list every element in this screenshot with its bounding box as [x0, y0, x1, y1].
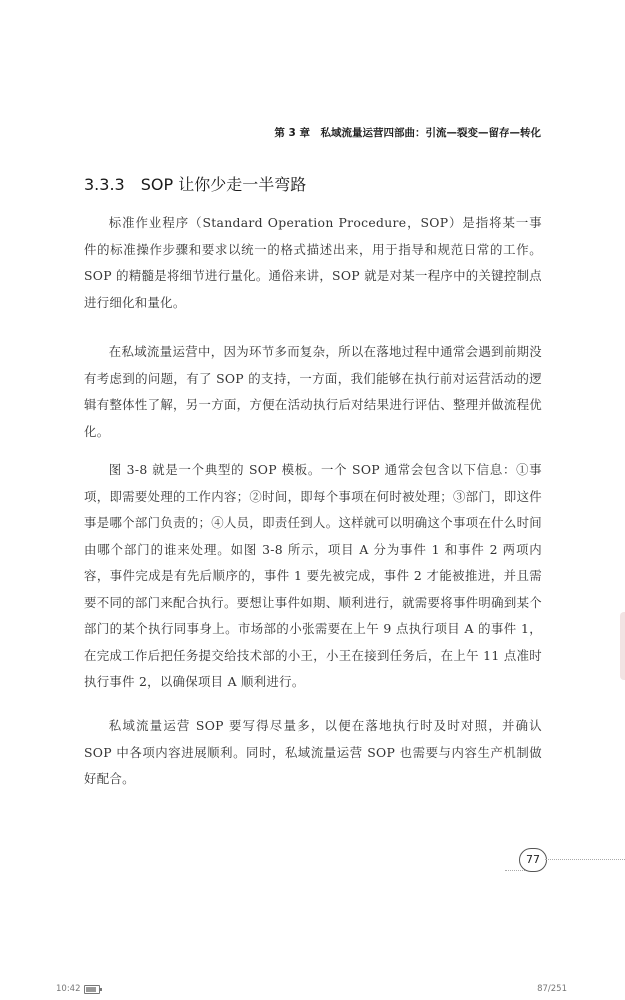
paragraph-text: 私域流量运营 SOP 要写得尽量多，以便在落地执行时及时对照，并确认 SOP 中各项内容进展顺利。同时，私域流量运营 SOP 也需要与内容生产机制做好配合。	[84, 718, 542, 786]
section-heading	[84, 172, 306, 195]
paragraph-3	[84, 457, 542, 696]
page-progress: 87/251	[537, 984, 567, 994]
page-number-dotted-line	[545, 859, 625, 860]
section-title: SOP 让你少走一半弯路	[140, 175, 307, 194]
reader-status-bar	[0, 982, 625, 1000]
paragraph-text: 图 3-8 就是一个典型的 SOP 模板。一个 SOP 通常会包含以下信息：①事项，即需要处理的工作内容；②时间，即每个事项在何时被处理；③部门，即这件事是哪个部门负责的；④人员，即责任到人。这样就可以明确这个事项在什么时间由哪个部门的谁来处理。如图 3-8 所示，项目 A 分为事件 1 和事件 2 两项内容，事件完成是有先后顺序的，事件 1 要先被完成，事件 2 才能被推进，并且需要不同的部门来配合执行。要想让事件如期、顺利进行，就需要将事件明确到某个部门的某个执行同事身上。市场部的小张需要在上午 9 点执行项目 A 的事件 1，在完成工作后把任务提交给技术部的小王，小王在接到任务后，在上午 11 点准时执行事件 2，以确保项目 A 顺利进行。	[84, 462, 542, 689]
paragraph-1	[84, 210, 542, 316]
paragraph-2	[84, 339, 542, 445]
side-edge-tab[interactable]	[620, 612, 625, 680]
battery-icon	[84, 985, 100, 994]
paragraph-4	[84, 713, 542, 793]
page-number-marker	[505, 846, 625, 876]
paragraph-text: 标准作业程序（Standard Operation Procedure，SOP）是指将某一事件的标准操作步骤和要求以统一的格式描述出来，用于指导和规范日常的工作。SOP 的精髓是将细节进行量化。通俗来讲，SOP 就是对某一程序中的关键控制点进行细化和量化。	[84, 215, 542, 310]
page-number: 77	[519, 848, 547, 872]
running-header: 第 3 章 私域流量运营四部曲：引流—裂变—留存—转化	[274, 127, 541, 139]
status-time: 10:42	[56, 984, 81, 994]
page-number-tail-line	[505, 870, 525, 871]
section-number: 3.3.3	[84, 175, 125, 194]
paragraph-text: 在私域流量运营中，因为环节多而复杂，所以在落地过程中通常会遇到前期没有考虑到的问题，有了 SOP 的支持，一方面，我们能够在执行前对运营活动的逻辑有整体性了解，另一方面，方便在活动执行后对结果进行评估、整理并做流程优化。	[84, 344, 542, 439]
